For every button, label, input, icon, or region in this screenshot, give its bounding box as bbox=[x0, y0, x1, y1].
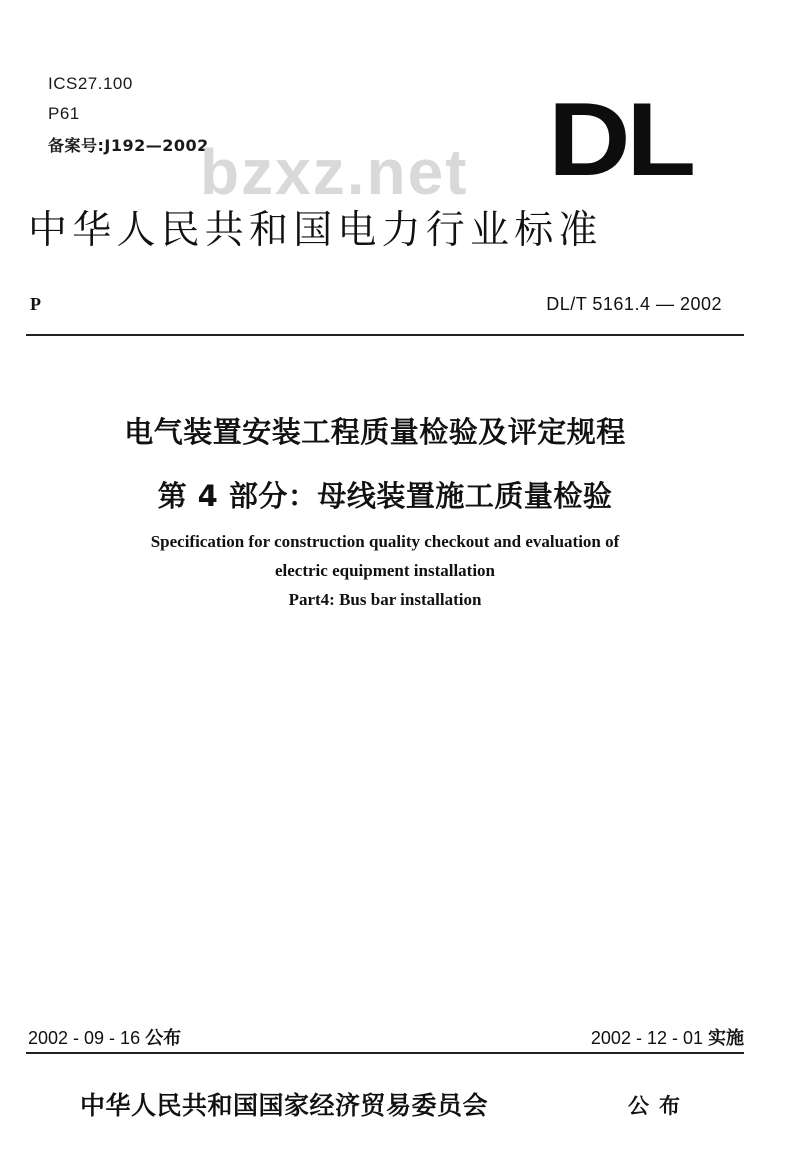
publisher-name: 中华人民共和国国家经济贸易委员会 bbox=[80, 1091, 489, 1120]
title-chinese-main: 电气装置安装工程质量检验及评定规程 bbox=[124, 415, 626, 449]
classification-code: P61 bbox=[48, 104, 80, 123]
title-chinese-part: 第 4 部分：母线装置施工质量检验 bbox=[157, 479, 613, 513]
watermark: bzxz.net bbox=[200, 136, 469, 208]
issue-date bbox=[28, 1024, 181, 1050]
implementation-date-value: 2002 - 12 - 01 bbox=[590, 1028, 703, 1048]
title-english-line-2: electric equipment installation bbox=[274, 561, 496, 580]
implementation-label: 实施 bbox=[708, 1028, 744, 1049]
publisher-action: 公布 bbox=[628, 1094, 690, 1118]
issue-date-value: 2002 - 09 - 16 bbox=[28, 1028, 141, 1048]
implementation-date bbox=[591, 1024, 744, 1050]
ics-code: ICS27.100 bbox=[48, 74, 133, 93]
title-english-line-1: Specification for construction quality checkout and evaluation of bbox=[150, 532, 620, 551]
standard-body-title: 中华人民共和国电力行业标准 bbox=[28, 208, 603, 253]
professional-class: P bbox=[30, 294, 41, 314]
standard-number: DL/T 5161.4 — 2002 bbox=[546, 294, 722, 314]
bottom-divider bbox=[26, 1052, 744, 1054]
top-divider bbox=[26, 334, 744, 336]
record-number: 备案号:J192—2002 bbox=[48, 136, 209, 155]
title-english-part: Part4: Bus bar installation bbox=[288, 590, 482, 609]
issue-label: 公布 bbox=[145, 1028, 182, 1049]
dl-logo: DL bbox=[548, 82, 692, 198]
